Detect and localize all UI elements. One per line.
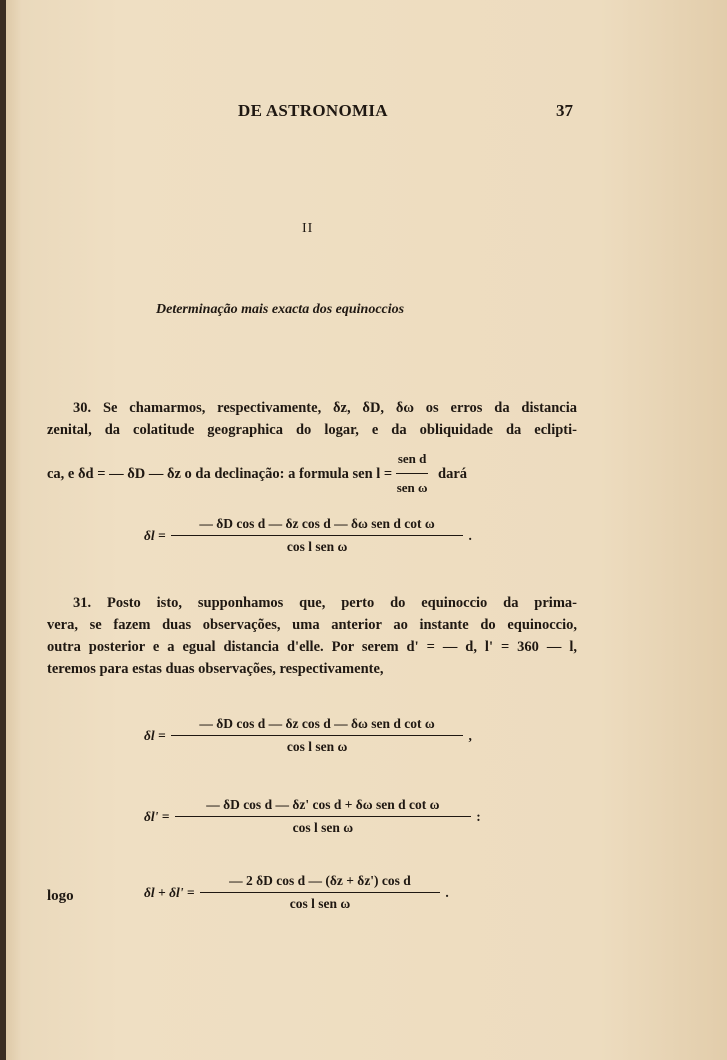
fraction-denominator: sen ω (396, 480, 428, 495)
page-binding-edge (0, 0, 6, 1060)
page-number: 37 (556, 101, 573, 120)
paragraph-31-line-1: 31. Posto isto, supponhamos que, perto do equinoccio da prima- (73, 595, 577, 611)
equation-3-fraction (175, 797, 471, 836)
paragraph-30-line-2: zenital, da colatitude geographica do logar, e da obliquidade da eclipti- (47, 422, 577, 438)
paragraph-30-line-1: 30. Se chamarmos, respectivamente, δz, δD, δω os erros da distancia (73, 400, 577, 416)
equation-3-lhs: δl' = (144, 808, 170, 824)
equation-2-denominator: cos l sen ω (286, 739, 348, 754)
running-title: DE ASTRONOMIA (238, 101, 388, 120)
equation-1 (144, 516, 472, 555)
equation-4-lhs: δl + δl' = (144, 884, 195, 900)
equation-1-punct: . (468, 527, 472, 543)
paragraph-31-line-4: teremos para estas duas observações, respectivamente, (47, 661, 384, 677)
equation-4-numerator: — 2 δD cos d — (δz + δz') cos d (200, 873, 440, 893)
equation-2-numerator: — δD cos d — δz cos d — δω sen d cot ω (171, 716, 463, 736)
equation-4-denominator: cos l sen ω (289, 896, 351, 911)
equation-4-punct: . (445, 884, 449, 900)
logo-word: logo (47, 888, 74, 904)
equation-2-fraction (171, 716, 463, 755)
equation-4-fraction (200, 873, 440, 912)
paragraph-30 (47, 397, 577, 441)
equation-3-denominator: cos l sen ω (292, 820, 354, 835)
paragraph-30-line-3-text: ca, e δd = — δD — δz o da declinação: a formula sen l = (47, 465, 393, 482)
section-number: II (302, 221, 314, 236)
equation-1-numerator: — δD cos d — δz cos d — δω sen d cot ω (171, 516, 463, 536)
equation-3 (144, 797, 481, 836)
equation-1-fraction (171, 516, 463, 555)
equation-2 (144, 716, 472, 755)
equation-1-denominator: cos l sen ω (286, 539, 348, 554)
paragraph-31-line-2: vera, se fazem duas observações, uma anterior ao instante do equinoccio, (47, 617, 577, 633)
paragraph-30-line-3 (47, 448, 577, 499)
equation-1-lhs: δl = (144, 527, 166, 543)
fraction-numerator: sen d (396, 448, 429, 474)
paragraph-31-line-3: outra posterior e a egual distancia d'elle. Por serem d' = — d, l' = 360 — l, (47, 639, 577, 655)
fraction-sen-d-over-sen-omega (396, 448, 429, 499)
paragraph-30-line-3-end: dará (438, 465, 467, 482)
equation-2-lhs: δl = (144, 727, 166, 743)
paragraph-31 (47, 592, 577, 680)
equation-3-punct: : (476, 808, 481, 824)
equation-4 (144, 873, 449, 912)
equation-3-numerator: — δD cos d — δz' cos d + δω sen d cot ω (175, 797, 471, 817)
equation-2-punct: , (468, 727, 472, 743)
section-title: Determinação mais exacta dos equinoccios (156, 302, 405, 317)
